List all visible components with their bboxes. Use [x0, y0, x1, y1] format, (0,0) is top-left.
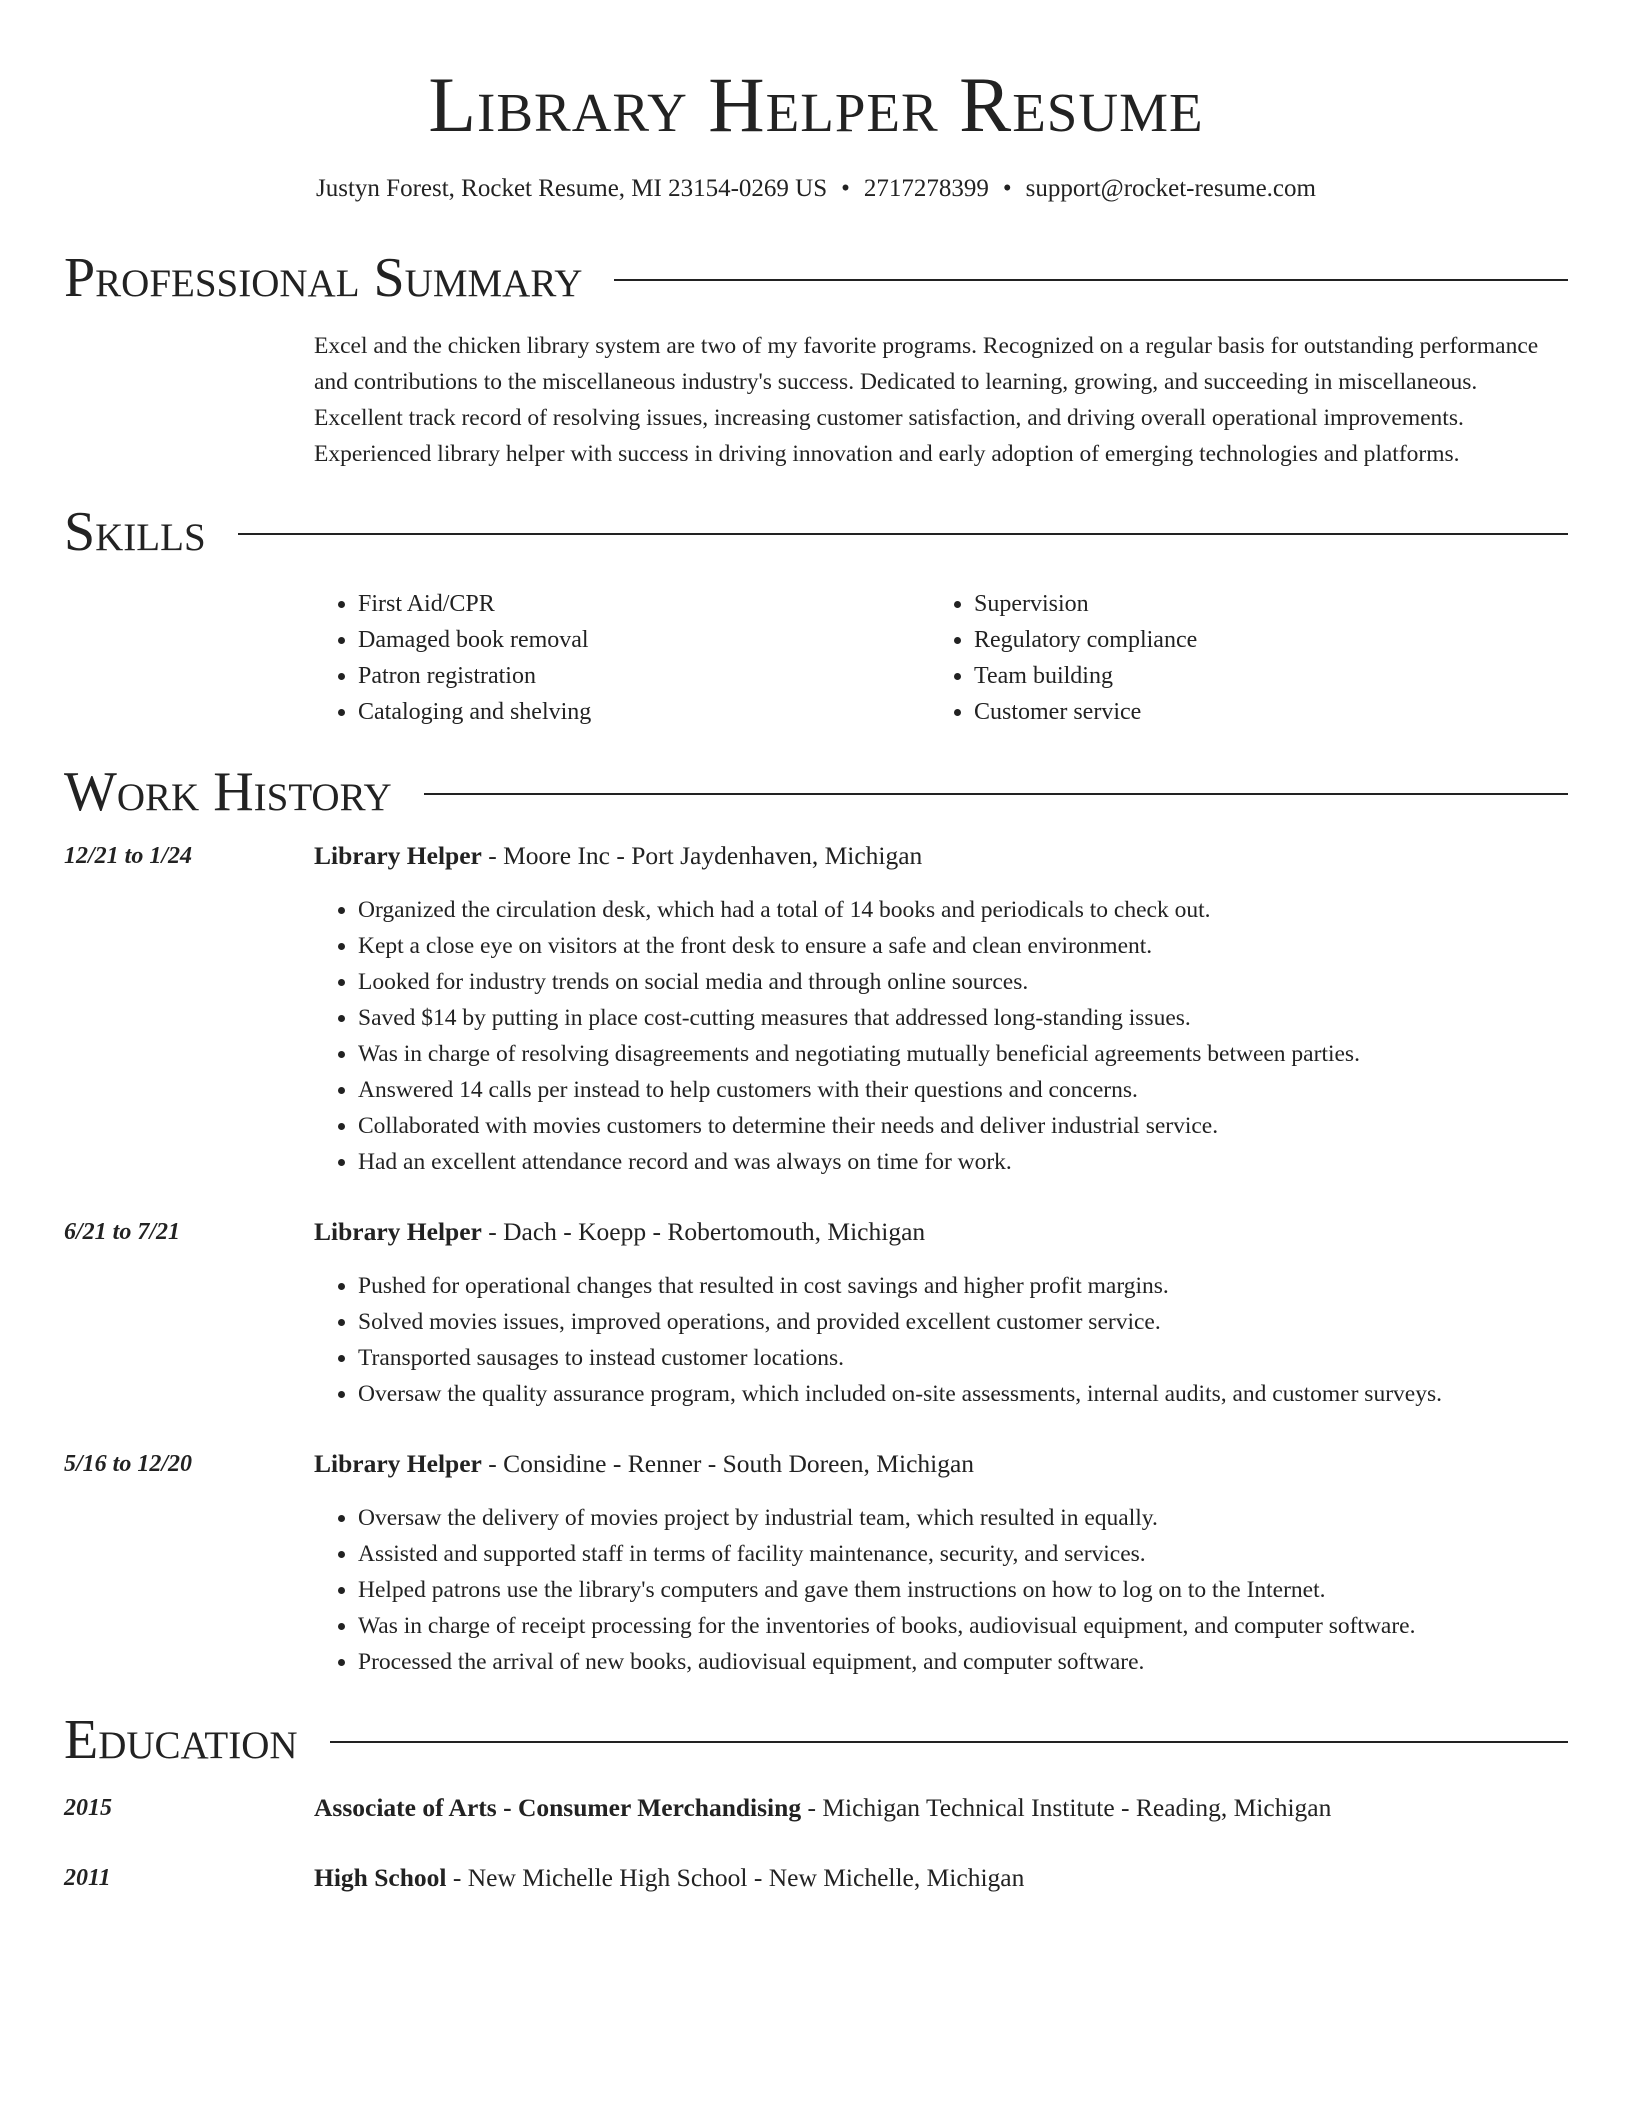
work-entry [64, 1214, 1568, 1412]
contact-separator: • [1002, 175, 1012, 202]
work-bullet: • Looked for industry trends on social media and through online sources. [358, 964, 1568, 1000]
contact-email[interactable]: support@rocket-resume.com [1025, 175, 1316, 202]
contact-line [64, 172, 1568, 206]
section-heading-education: Education [64, 1709, 298, 1771]
work-entry-body [314, 838, 1568, 1180]
skill-item: • Damaged book removal [358, 622, 930, 658]
contact-separator: • [841, 175, 850, 202]
work-dates: 5/16 to 12/20 [64, 1451, 193, 1477]
skill-item: • Supervision [974, 586, 1546, 622]
work-bullet: • Organized the circulation desk, which had a total of 14 books and periodicals to check out. [358, 892, 1568, 928]
education-degree: Associate of Arts - Consumer Merchandising [314, 1793, 802, 1822]
contact-address: Justyn Forest, Rocket Resume, MI 23154-0269 US [316, 175, 828, 202]
work-bullets [314, 1268, 1568, 1412]
education-details: - New Michelle High School - New Michelle, Michigan [446, 1863, 1025, 1892]
section-divider [614, 279, 1568, 281]
work-dates: 6/21 to 7/21 [64, 1219, 181, 1245]
summary-section-header [64, 246, 1568, 310]
education-entry [64, 1860, 1568, 1896]
education-degree: High School [314, 1863, 447, 1892]
section-divider [238, 533, 1568, 535]
skill-item: • First Aid/CPR [358, 586, 930, 622]
education-header [314, 1860, 1568, 1896]
work-bullet: • Was in charge of resolving disagreements and negotiating mutually beneficial agreements between parties. [358, 1036, 1568, 1072]
work-role: Library Helper [314, 841, 482, 870]
work-bullet: • Saved $14 by putting in place cost-cutting measures that addressed long-standing issues. [358, 1000, 1568, 1036]
work-bullet: • Solved movies issues, improved operations, and provided excellent customer service. [358, 1304, 1568, 1340]
work-entry [64, 838, 1568, 1180]
resume-title: Library Helper Resume [428, 61, 1204, 148]
section-heading-work: Work History [64, 761, 392, 823]
section-divider [424, 793, 1568, 795]
work-entry-body [314, 1214, 1568, 1412]
skill-item: • Patron registration [358, 658, 930, 694]
work-bullet: • Answered 14 calls per instead to help customers with their questions and concerns. [358, 1072, 1568, 1108]
education-details: - Michigan Technical Institute - Reading, Michigan [801, 1793, 1332, 1822]
work-bullet: • Kept a close eye on visitors at the front desk to ensure a safe and clean environment. [358, 928, 1568, 964]
work-section-header [64, 760, 1568, 824]
skills-list [314, 586, 1568, 730]
work-bullet: • Pushed for operational changes that resulted in cost savings and higher profit margins. [358, 1268, 1568, 1304]
skill-item: • Regulatory compliance [974, 622, 1546, 658]
work-bullet: • Transported sausages to instead customer locations. [358, 1340, 1568, 1376]
work-bullets [314, 1500, 1568, 1680]
section-heading-summary: Professional Summary [64, 247, 583, 309]
education-year: 2015 [64, 1795, 112, 1821]
work-dates: 12/21 to 1/24 [64, 843, 193, 869]
work-bullet: • Oversaw the delivery of movies project by industrial team, which resulted in equally. [358, 1500, 1568, 1536]
work-bullet: • Had an excellent attendance record and was always on time for work. [358, 1144, 1568, 1180]
work-header [314, 1446, 1568, 1482]
work-bullets [314, 892, 1568, 1180]
work-details: - Moore Inc - Port Jaydenhaven, Michigan [481, 841, 923, 870]
work-entry-body [314, 1446, 1568, 1680]
skills-column-left [314, 586, 930, 730]
work-bullet: • Processed the arrival of new books, audiovisual equipment, and computer software. [358, 1644, 1568, 1680]
education-header [314, 1790, 1568, 1826]
skills-column-right [930, 586, 1546, 730]
work-header [314, 838, 1568, 874]
skill-item: • Cataloging and shelving [358, 694, 930, 730]
work-details: - Dach - Koepp - Robertomouth, Michigan [481, 1217, 926, 1246]
section-heading-skills: Skills [64, 501, 206, 563]
work-bullet: • Oversaw the quality assurance program, which included on-site assessments, internal audits, and customer surveys. [358, 1376, 1568, 1412]
work-bullet: • Collaborated with movies customers to determine their needs and deliver industrial service. [358, 1108, 1568, 1144]
section-divider [330, 1741, 1568, 1743]
education-section-header [64, 1708, 1568, 1772]
resume-page [64, 0, 1568, 1896]
work-bullet: • Helped patrons use the library's computers and gave them instructions on how to log on to the Internet. [358, 1572, 1568, 1608]
work-role: Library Helper [314, 1217, 482, 1246]
work-entry [64, 1446, 1568, 1680]
contact-phone: 2717278399 [863, 175, 989, 202]
education-entry [64, 1790, 1568, 1826]
summary-text: Excel and the chicken library system are two of my favorite programs. Recognized on a regular basis for outstanding performance and contributions to the miscellaneous industry's success. Dedicated to learning, growing, and succeeding in miscellaneous. Excellent track record of resolving issues, increasing customer satisfaction, and driving overall operational improvements. Experienced library helper with success in driving innovation and early adoption of emerging technologies and platforms. [314, 333, 1539, 467]
work-header [314, 1214, 1568, 1250]
education-year: 2011 [64, 1865, 111, 1891]
work-role: Library Helper [314, 1449, 482, 1478]
skill-item: • Team building [974, 658, 1546, 694]
skill-item: • Customer service [974, 694, 1546, 730]
work-bullet: • Was in charge of receipt processing for the inventories of books, audiovisual equipment, and computer software. [358, 1608, 1568, 1644]
skills-section-header [64, 500, 1568, 564]
work-bullet: • Assisted and supported staff in terms of facility maintenance, security, and services. [358, 1536, 1568, 1572]
work-details: - Considine - Renner - South Doreen, Michigan [481, 1449, 975, 1478]
